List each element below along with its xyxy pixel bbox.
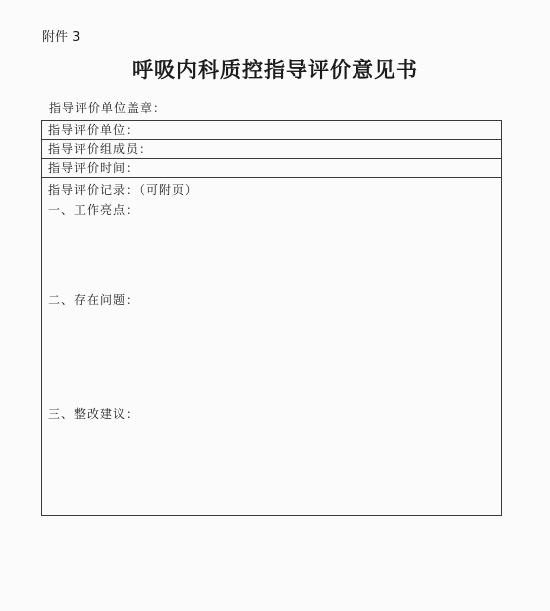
document-title: 呼吸内科质控指导评价意见书 <box>132 57 418 82</box>
section-highlights: 一、工作亮点： <box>48 203 140 217</box>
attachment-label: 附件 3 <box>42 30 81 45</box>
stamp-label: 指导评价单位盖章： <box>49 101 167 115</box>
form-row-time: 指导评价时间： <box>42 159 501 178</box>
section-suggestions: 三、整改建议： <box>48 407 140 421</box>
evaluation-form <box>41 120 502 516</box>
form-row-members: 指导评价组成员： <box>42 140 501 159</box>
record-title: 指导评价记录：（可附页） <box>48 183 199 197</box>
section-problems: 二、存在问题： <box>48 293 140 307</box>
form-row-unit: 指导评价单位： <box>42 121 501 140</box>
